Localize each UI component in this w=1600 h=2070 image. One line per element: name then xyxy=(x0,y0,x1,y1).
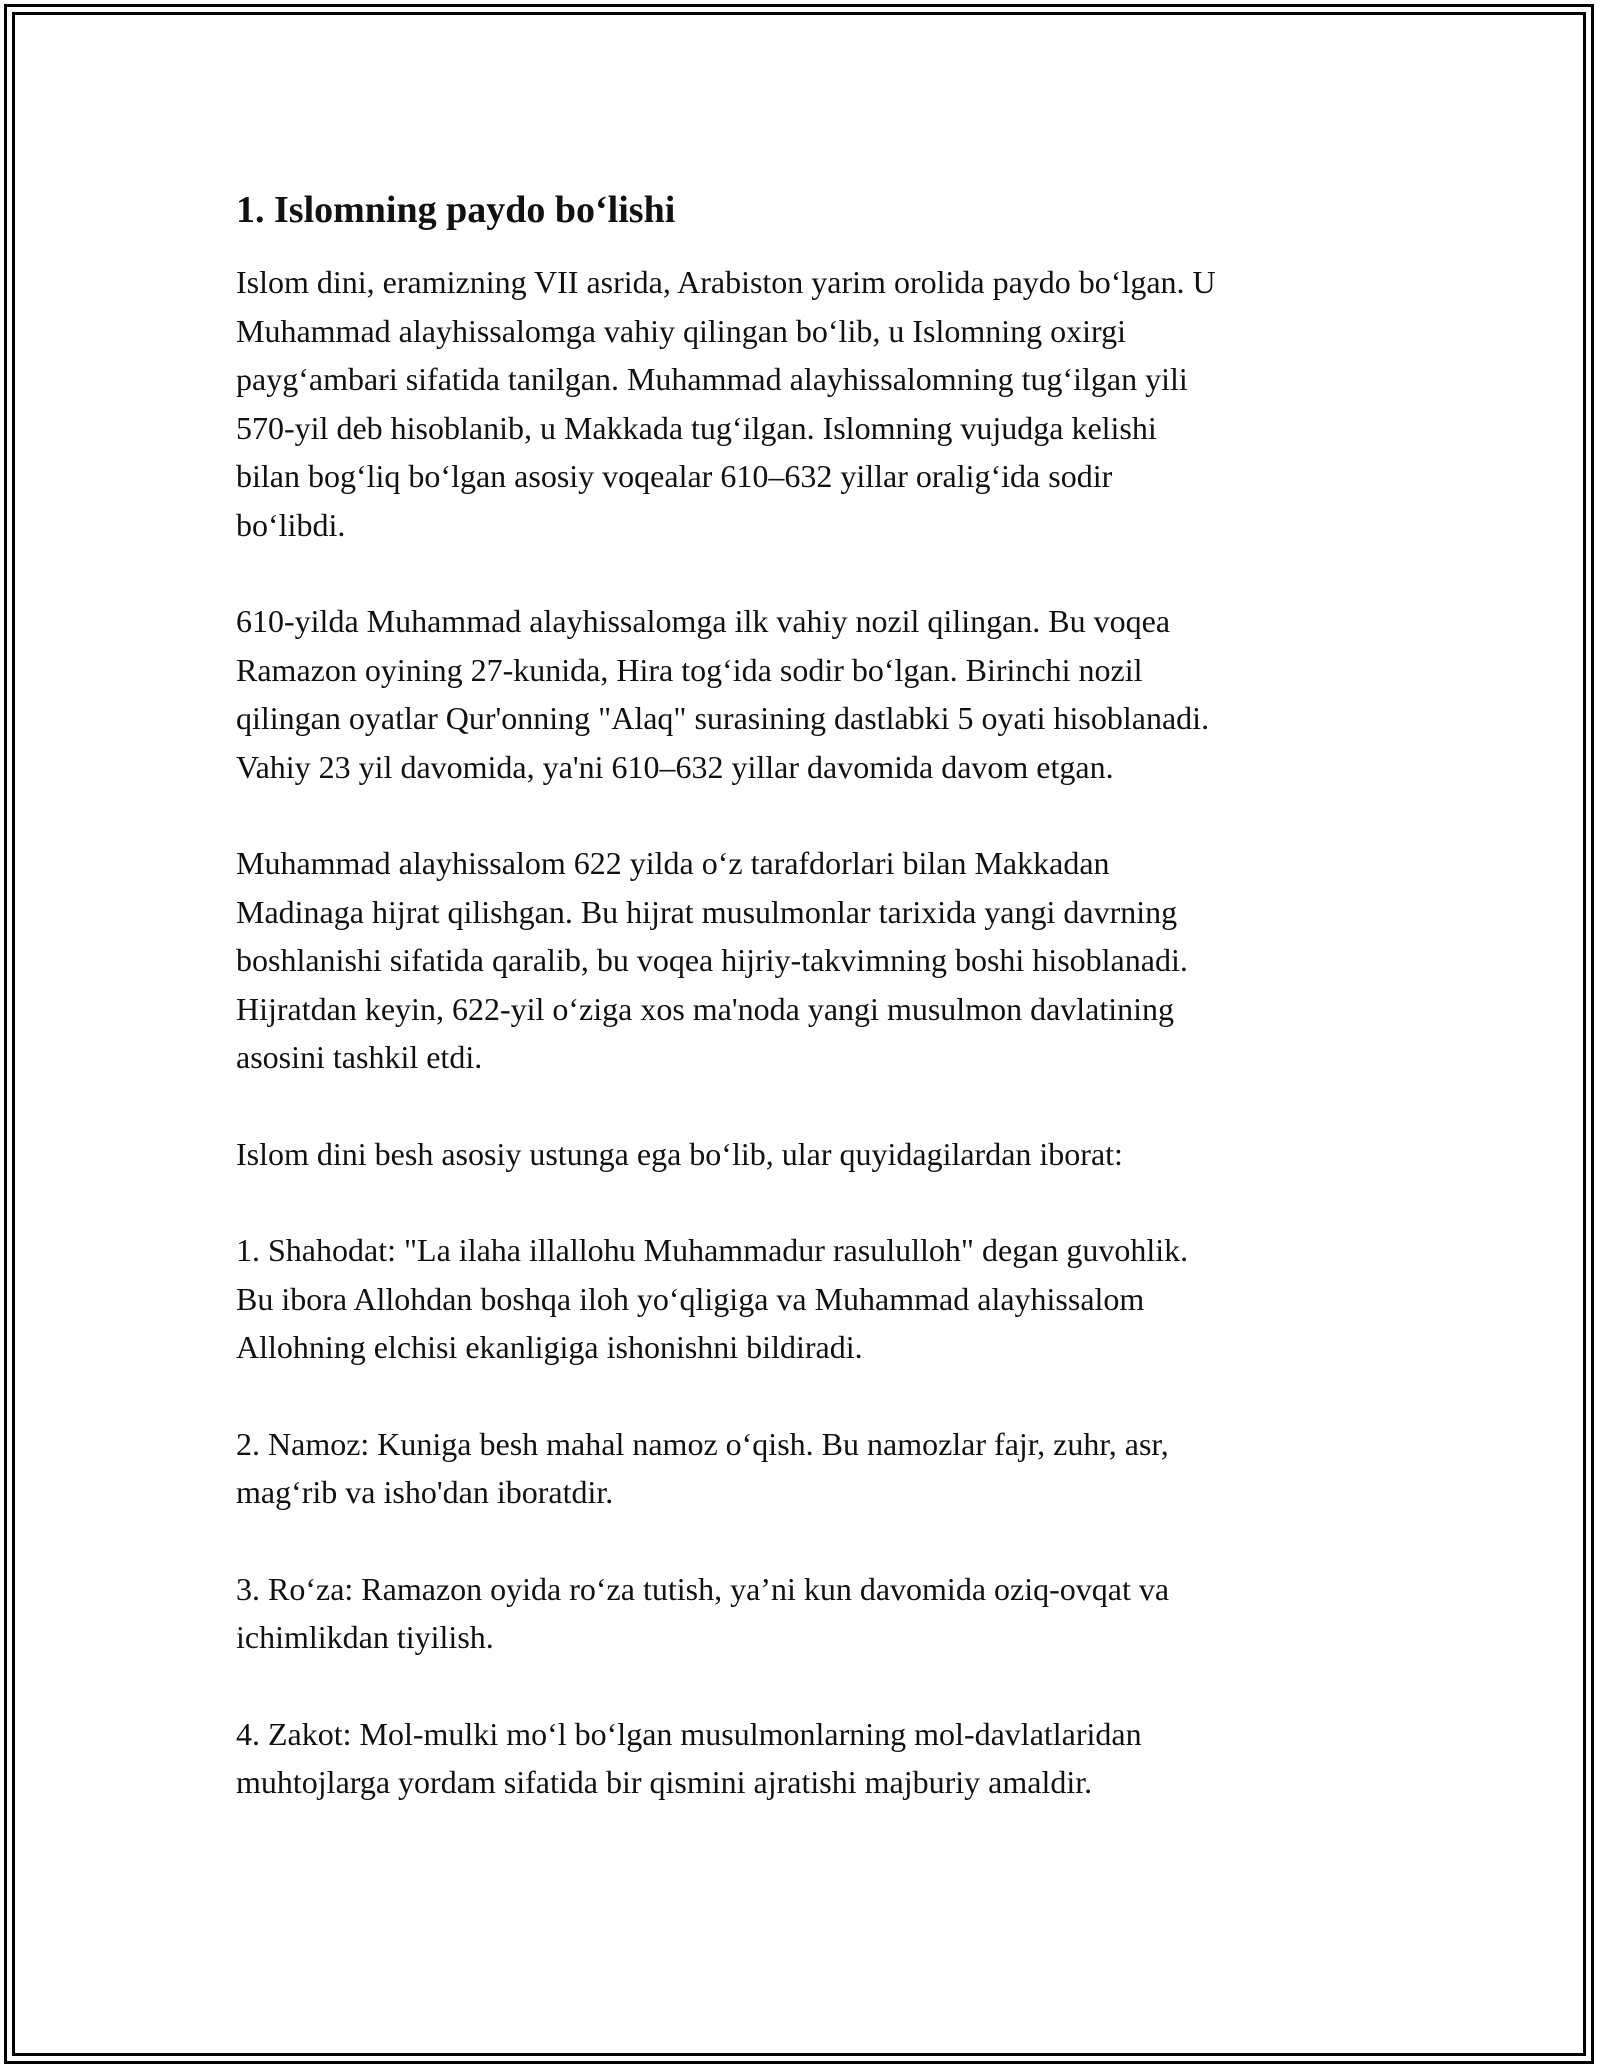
paragraph-first-revelation: 610-yilda Muhammad alayhissalomga ilk vahiy nozil qilingan. Bu voqea Ramazon oyining 27-kunida, Hira tog‘ida sodir bo‘lgan. Birinchi nozil qilingan oyatlar Qur'onning "Alaq" surasining dastlabki 5 oyati hisoblanadi. Vahiy 23 yil davomida, ya'ni 610–632 yillar davomida davom etgan. xyxy=(236,603,1210,785)
paragraph-pillars-intro: Islom dini besh asosiy ustunga ega bo‘lib, ular quyidagilardan iborat: xyxy=(236,1135,1123,1172)
list-item-shahada: 1. Shahodat: "La ilaha illallohu Muhammadur rasululloh" degan guvohlik. Bu ibora Allohdan boshqa iloh yo‘qligiga va Muhammad alayhissalom Allohning elchisi ekanligiga ishonishni bildiradi. xyxy=(236,1232,1189,1365)
list-item-fasting: 3. Ro‘za: Ramazon oyida ro‘za tutish, ya’ni kun davomida oziq-ovqat va ichimlikdan tiyilish. xyxy=(236,1570,1170,1655)
document-body xyxy=(236,186,1376,1807)
paragraph-origin: Islom dini, eramizning VII asrida, Arabiston yarim orolida paydo bo‘lgan. U Muhammad alayhissalomga vahiy qilingan bo‘lib, u Islomning oxirgi payg‘ambari sifatida tanilgan. Muhammad alayhissalomning tug‘ilgan yili 570-yil deb hisoblanib, u Makkada tug‘ilgan. Islomning vujudga kelishi bilan bog‘liq bo‘lgan asosiy voqealar 610–632 yillar oralig‘ida sodir bo‘libdi. xyxy=(236,264,1216,543)
list-item-namaz: 2. Namoz: Kuniga besh mahal namoz o‘qish. Bu namozlar fajr, zuhr, asr, mag‘rib va isho'dan iboratdir. xyxy=(236,1425,1169,1510)
section-title: 1. Islomning paydo bo‘lishi xyxy=(236,189,676,231)
paragraph-hijra: Muhammad alayhissalom 622 yilda o‘z tarafdorlari bilan Makkadan Madinaga hijrat qilishgan. Bu hijrat musulmonlar tarixida yangi davrning boshlanishi sifatida qaralib, bu voqea hijriy-takvimning boshi hisoblanadi. Hijratdan keyin, 622-yil o‘ziga xos ma'noda yangi musulmon davlatining asosini tashkil etdi. xyxy=(236,845,1188,1075)
list-item-zakat: 4. Zakot: Mol-mulki mo‘l bo‘lgan musulmonlarning mol-davlatlaridan muhtojlarga yordam sifatida bir qismini ajratishi majburiy amaldir. xyxy=(236,1715,1142,1800)
